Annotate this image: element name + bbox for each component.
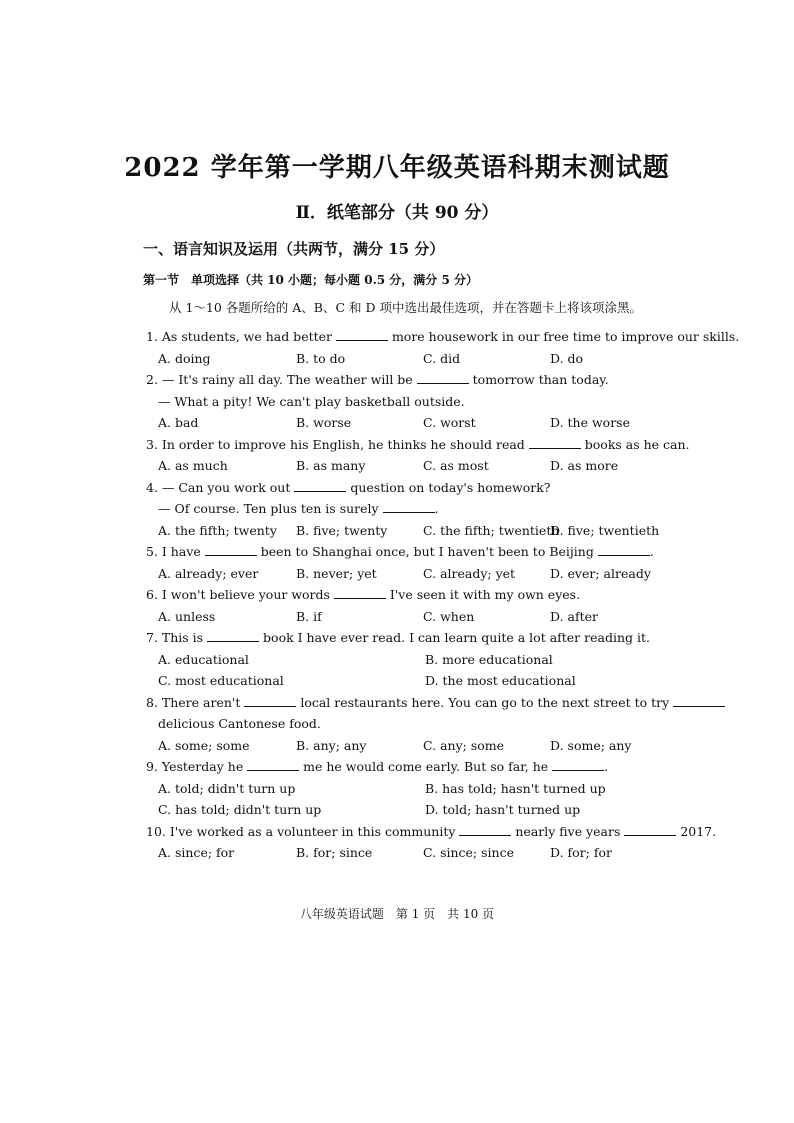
options-row (146, 412, 676, 434)
question-stem-text: 8. There aren't (146, 694, 245, 710)
question-stem-text: books as he can. (580, 436, 690, 452)
question-stem-text: local restaurants here. You can go to the next street to try (296, 694, 674, 710)
option-c: C. worst (423, 415, 476, 430)
question-stem-text: 5. I have (146, 544, 205, 559)
question-continuation (146, 498, 676, 520)
question-stem-text: . (649, 544, 654, 559)
question-stem-text: 9. Yesterday he (146, 759, 248, 774)
option-c: C. when (423, 608, 475, 624)
question-continuation-text: — What a pity! We can't play basketball outside. (158, 393, 465, 409)
question-stem-text: I've seen it with my own eyes. (385, 587, 581, 602)
question-continuation-text: — Of course. Ten plus ten is surely (158, 501, 383, 516)
option-d: D. ever; already (550, 565, 651, 581)
option-d: D. some; any (550, 737, 632, 753)
question-stem-text: 10. I've worked as a volunteer in this community (146, 823, 460, 839)
question-stem (146, 369, 676, 391)
option-b: B. if (296, 608, 322, 624)
page-title: 2022 学年第一学期八年级英语科期末测试题 (124, 153, 670, 183)
option-a: A. told; didn't turn up (158, 780, 296, 796)
question-stem-text: tomorrow than today. (468, 372, 609, 387)
option-d: D. told; hasn't turned up (425, 802, 581, 817)
part-heading: 第一节 单项选择（共 10 小题；每小题 0.5 分，满分 5 分） (143, 273, 478, 287)
question-stem (146, 326, 740, 348)
question-stem-text: 1. As students, we had better (146, 329, 336, 344)
answer-blank (417, 371, 469, 384)
option-a: A. as much (158, 458, 228, 473)
question-stem-text: . (604, 759, 609, 774)
answer-blank (552, 758, 604, 771)
question-stem-text: nearly five years (511, 823, 625, 839)
section-heading: 一、语言知识及运用（共两节，满分 15 分） (143, 240, 445, 258)
option-b: B. for; since (296, 845, 373, 860)
option-d: D. after (550, 608, 598, 624)
question-stem (146, 541, 676, 563)
option-a: A. educational (158, 651, 249, 667)
option-a: A. unless (158, 608, 216, 624)
answer-blank (624, 823, 676, 836)
question-continuation (146, 391, 676, 413)
option-b: B. any; any (296, 737, 367, 753)
question-stem-text: book I have ever read. I can learn quite a lot after reading it. (259, 630, 650, 645)
question-stem (146, 756, 676, 778)
question-stem (146, 477, 676, 499)
option-c: C. most educational (158, 673, 284, 688)
option-a: A. already; ever (158, 565, 259, 581)
options-row (146, 606, 676, 628)
options-row (146, 670, 676, 692)
option-b: B. to do (296, 350, 346, 366)
option-b: B. never; yet (296, 565, 377, 581)
question-stem-text: 7. This is (146, 630, 208, 645)
option-b: B. more educational (425, 651, 553, 667)
option-d: D. for; for (550, 845, 612, 860)
option-c: C. did (423, 350, 461, 366)
question-continuation-text: delicious Cantonese food. (158, 716, 321, 731)
question-stem-text: 4. — Can you work out (146, 479, 295, 495)
option-b: B. as many (296, 458, 366, 473)
answer-blank (529, 436, 581, 449)
options-row (146, 735, 676, 757)
answer-blank (205, 543, 257, 556)
option-a: A. the fifth; twenty (158, 522, 277, 538)
question-stem-text: question on today's homework? (346, 479, 551, 495)
option-b: B. worse (296, 415, 352, 430)
page-subtitle: Ⅱ．纸笔部分（共 90 分） (295, 203, 499, 223)
instruction-text: 从 1～10 各题所给的 A、B、C 和 D 项中选出最佳选项，并在答题卡上将该项涂黑。 (169, 300, 642, 315)
question-stem-text: me he would come early. But so far, he (299, 759, 553, 774)
option-a: A. doing (158, 350, 211, 366)
option-d: D. the worse (550, 415, 630, 430)
answer-blank (383, 500, 435, 513)
answer-blank (459, 823, 511, 836)
option-c: C. has told; didn't turn up (158, 802, 322, 817)
question-stem-text: more housework in our free time to improve our skills. (387, 329, 740, 344)
answer-blank (336, 328, 388, 341)
option-a: A. since; for (158, 845, 235, 860)
options-row (146, 563, 676, 585)
question-continuation-text: . (434, 501, 439, 516)
options-row (146, 520, 676, 542)
options-row (146, 799, 676, 821)
question-stem (146, 627, 676, 649)
question-list (146, 326, 740, 864)
answer-blank (673, 694, 725, 707)
answer-blank (294, 479, 346, 492)
options-row (146, 778, 676, 800)
question-stem-text: 2017. (676, 823, 717, 839)
option-a: A. bad (158, 415, 199, 430)
options-row (146, 348, 676, 370)
page-footer: 八年级英语试题 第 1 页 共 10 页 (299, 907, 495, 921)
question-stem (146, 584, 676, 606)
question-stem-text: 2. — It's rainy all day. The weather will be (146, 372, 417, 387)
question-stem (146, 692, 676, 714)
option-d: D. do (550, 350, 584, 366)
answer-blank (247, 758, 299, 771)
question-stem-text: been to Shanghai once, but I haven't been to Beijing (256, 544, 598, 559)
option-d: D. as more (550, 458, 619, 473)
question-stem-text: 6. I won't believe your words (146, 587, 334, 602)
answer-blank (207, 629, 259, 642)
answer-blank (598, 543, 650, 556)
option-b: B. five; twenty (296, 522, 388, 538)
options-row (146, 455, 676, 477)
option-b: B. has told; hasn't turned up (425, 780, 606, 796)
question-stem (146, 434, 690, 456)
option-c: C. as most (423, 458, 489, 473)
option-d: D. five; twentieth (550, 522, 660, 538)
option-a: A. some; some (158, 737, 250, 753)
option-c: C. any; some (423, 737, 505, 753)
option-c: C. already; yet (423, 565, 516, 581)
option-c: C. since; since (423, 845, 514, 860)
options-row (146, 649, 676, 671)
question-continuation (146, 713, 676, 735)
question-stem-text: 3. In order to improve his English, he thinks he should read (146, 436, 529, 452)
answer-blank (244, 694, 296, 707)
options-row (146, 842, 676, 864)
answer-blank (334, 586, 386, 599)
question-stem (146, 821, 717, 843)
option-c: C. the fifth; twentieth (423, 522, 560, 538)
option-d: D. the most educational (425, 673, 576, 688)
